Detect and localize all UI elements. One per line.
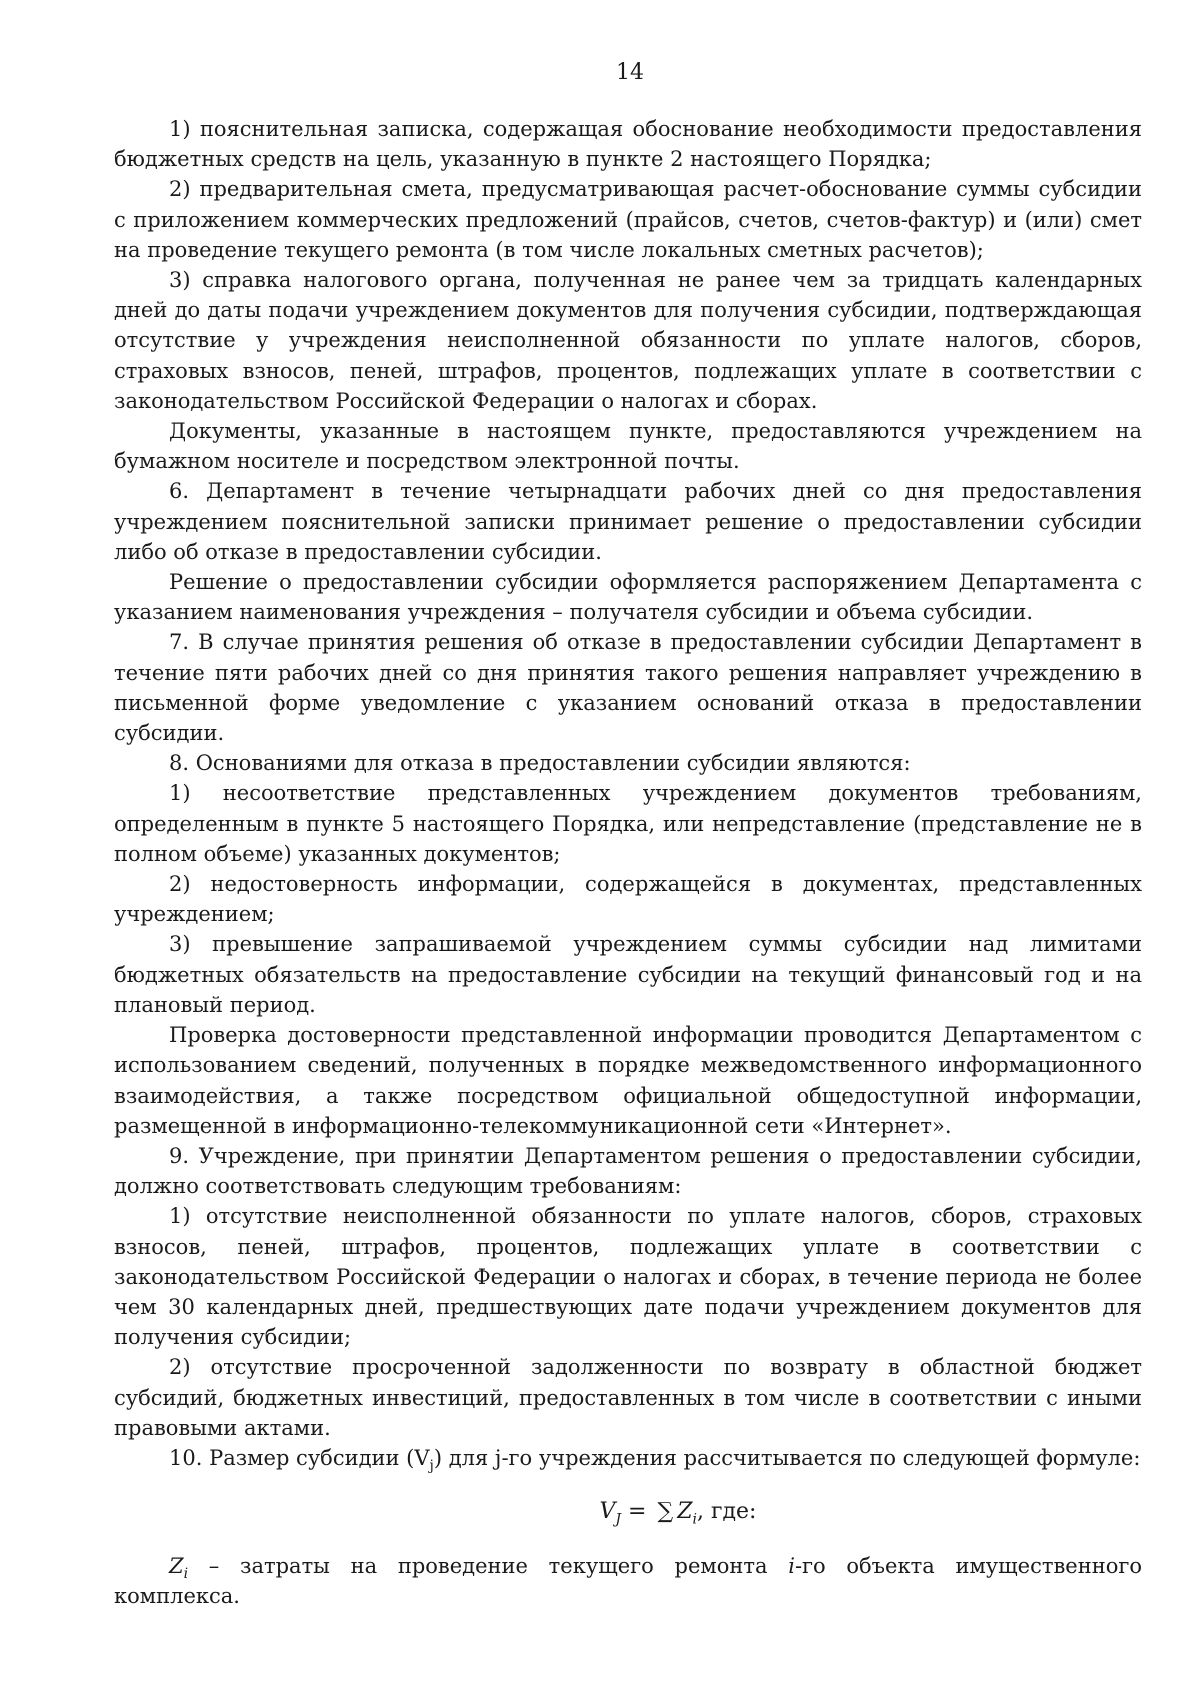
definition-rest: -го объекта имущественного комплекса. (114, 1554, 1142, 1609)
paragraph: 3) справка налогового органа, полученная не ранее чем за тридцать календарных дней до даты подачи учреждением документов для получения субсидии, подтверждающая отсутствие у учреждения неисполненной обязанности по уплате налогов, сборов, страховых взносов, пеней, штрафов, процентов, подлежащих уплате в соответствии с законодательством Российской Федерации о налогах и сборах. (114, 268, 1142, 413)
document-body (114, 114, 1142, 1612)
formula (114, 1497, 1142, 1527)
paragraph: 9. Учреждение, при принятии Департаментом решения о предоставлении субсидии, должно соответствовать следующим требованиям: (114, 1143, 1142, 1199)
formula-rhs-sub: i (692, 1511, 697, 1528)
paragraph: 1) отсутствие неисполненной обязанности по уплате налогов, сборов, страховых взносов, пеней, штрафов, процентов, подлежащих уплате в соответствии с законодательством Российской Федерации о налогах и сборах, в течение периода не более чем 30 календарных дней, предшествующих дате подачи учреждением документов для получения субсидии; (114, 1204, 1142, 1350)
paragraph: 2) предварительная смета, предусматривающая расчет-обоснование суммы субсидии с приложением коммерческих предложений (прайсов, счетов, счетов-фактур) и (или) смет на проведение текущего ремонта (в том числе локальных сметных расчетов); (114, 177, 1142, 262)
paragraph: 1) пояснительная записка, содержащая обоснование необходимости предоставления бюджетных средств на цель, указанную в пункте 2 настоящего Порядка; (114, 117, 1142, 172)
definition-sub: i (183, 1566, 189, 1583)
paragraph: Решение о предоставлении субсидии оформляется распоряжением Департамента с указанием наименования учреждения – получателя субсидии и объема субсидии. (114, 570, 1142, 625)
paragraph: 6. Департамент в течение четырнадцати рабочих дней со дня предоставления учреждением пояснительной записки принимает решение о предоставлении субсидии либо об отказе в предоставлении субсидии. (114, 479, 1142, 564)
formula-rhs-var: Z (677, 1499, 693, 1525)
formula-lhs-sub: J (615, 1511, 622, 1528)
formula-definition (114, 1551, 1142, 1611)
paragraph: 7. В случае принятия решения об отказе в предоставлении субсидии Департамент в течение пяти рабочих дней со дня принятия такого решения направляет учреждению в письменной форме уведомление с указанием оснований отказа в предоставлении субсидии. (114, 630, 1142, 746)
formula-lhs-var: V (599, 1499, 616, 1525)
definition-text: – затраты на проведение текущего ремонта (188, 1554, 789, 1579)
paragraph: Документы, указанные в настоящем пункте, предоставляются учреждением на бумажном носителе и посредством электронной почты. (114, 419, 1142, 474)
definition-i-var: i (788, 1554, 795, 1579)
item-10-text-before: 10. Размер субсидии (V (169, 1445, 430, 1470)
formula-tail: , где: (696, 1499, 757, 1525)
item-10-text-after: ) для j-го учреждения рассчитывается по следующей формуле: (433, 1445, 1141, 1470)
paragraph: 1) несоответствие представленных учреждением документов требованиям, определенным в пункте 5 настоящего Порядка, или непредставление (представление не в полном объеме) указанных документов; (114, 781, 1142, 866)
sum-symbol: ∑ (657, 1499, 674, 1525)
paragraph: 2) отсутствие просроченной задолженности по возврату в областной бюджет субсидий, бюджетных инвестиций, предоставленных в том числе в соответствии с иными правовыми актами. (114, 1355, 1142, 1440)
paragraph: Проверка достоверности представленной информации проводится Департаментом с использованием сведений, полученных в порядке межведомственного информационного взаимодействия, а также посредством официальной общедоступной информации, размещенной в информационно-телекоммуникационной сети «Интернет». (114, 1023, 1142, 1138)
item-10-paragraph (114, 1443, 1142, 1473)
definition-var: Z (169, 1554, 184, 1579)
page-number: 14 (616, 60, 644, 85)
paragraph: 8. Основаниями для отказа в предоставлении субсидии являются: (169, 751, 911, 776)
item-10-subscript: j (429, 1458, 434, 1475)
formula-equals: = (621, 1499, 654, 1525)
paragraph: 2) недостоверность информации, содержащейся в документах, представленных учреждением; (114, 872, 1142, 927)
paragraph: 3) превышение запрашиваемой учреждением суммы субсидии над лимитами бюджетных обязательств на предоставление субсидии на текущий финансовый год и на плановый период. (114, 932, 1142, 1017)
